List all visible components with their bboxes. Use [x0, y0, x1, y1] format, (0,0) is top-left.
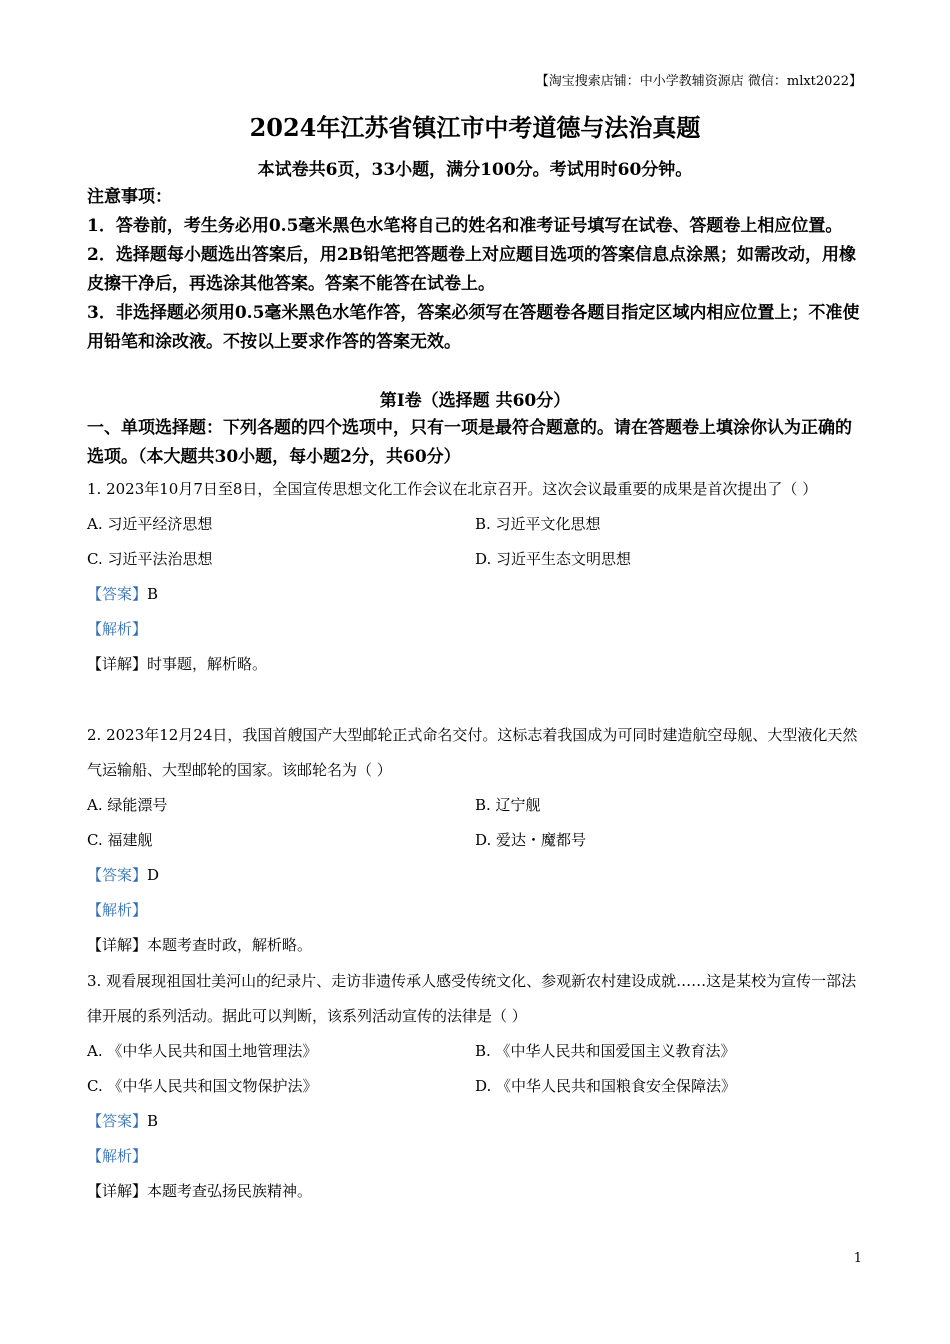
note-item-2: 2．选择题每小题选出答案后，用2B铅笔把答题卷上对应题目选项的答案信息点涂黑；如需改动，用橡皮擦干净后，再选涂其他答案。答案不能答在试卷上。	[87, 245, 857, 294]
notes-heading: 注意事项：	[87, 187, 172, 207]
detail-text: 本题考查时政，解析略。	[147, 936, 313, 954]
section-instructions: 一、单项选择题：下列各题的四个选项中，只有一项是最符合题意的。请在答题卷上填涂你认为正确的选项。（本大题共30小题，每小题2分，共60分）	[87, 418, 852, 467]
detail-label: 【详解】	[87, 655, 148, 673]
question-2	[87, 718, 865, 963]
page-title: 2024年江苏省镇江市中考道德与法治真题	[249, 113, 701, 142]
detail-line	[87, 647, 865, 682]
option-d: D. 爱达・魔都号	[475, 831, 587, 849]
page-number: 1	[853, 1251, 862, 1266]
option-a: A. 《中华人民共和国土地管理法》	[87, 1042, 318, 1060]
option-c: C. 习近平法治思想	[87, 550, 213, 568]
answer-line	[87, 858, 865, 893]
option-d: D. 习近平生态文明思想	[475, 550, 632, 568]
analysis-label: 【解析】	[87, 901, 148, 919]
analysis-label: 【解析】	[87, 1147, 148, 1165]
question-1	[87, 472, 865, 682]
analysis-line	[87, 893, 865, 928]
option-c: C. 《中华人民共和国文物保护法》	[87, 1077, 318, 1095]
answer-value: D	[147, 866, 160, 884]
question-stem: 3. 观看展现祖国壮美河山的纪录片、走访非遗传承人感受传统文化、参观新农村建设成就……这是某校为宣传一部法律开展的系列活动。据此可以判断，该系列活动宣传的法律是（ ）	[87, 972, 857, 1025]
detail-line	[87, 928, 865, 963]
answer-line	[87, 577, 865, 612]
analysis-label: 【解析】	[87, 620, 148, 638]
option-d: D. 《中华人民共和国粮食安全保障法》	[475, 1077, 737, 1095]
answer-value: B	[147, 585, 159, 603]
question-stem: 1. 2023年10月7日至8日，全国宣传思想文化工作会议在北京召开。这次会议最重要的成果是首次提出了（ ）	[87, 480, 818, 498]
detail-label: 【详解】	[87, 936, 148, 954]
question-options	[87, 788, 865, 858]
option-b: B. 习近平文化思想	[475, 515, 601, 533]
answer-label: 【答案】	[87, 585, 148, 603]
part-title: 第Ⅰ卷（选择题 共60分）	[379, 391, 571, 411]
answer-value: B	[147, 1112, 159, 1130]
option-b: B. 辽宁舰	[475, 796, 541, 814]
question-3	[87, 964, 865, 1209]
question-stem: 2. 2023年12月24日，我国首艘国产大型邮轮正式命名交付。这标志着我国成为可同时建造航空母舰、大型液化天然气运输船、大型邮轮的国家。该邮轮名为（ ）	[87, 726, 858, 779]
exam-notes	[87, 183, 863, 357]
analysis-line	[87, 1139, 865, 1174]
question-options	[87, 1034, 865, 1104]
answer-label: 【答案】	[87, 866, 148, 884]
option-a: A. 习近平经济思想	[87, 515, 213, 533]
detail-text: 本题考查弘扬民族精神。	[147, 1182, 313, 1200]
question-options	[87, 507, 865, 577]
detail-line	[87, 1174, 865, 1209]
analysis-line	[87, 612, 865, 647]
answer-label: 【答案】	[87, 1112, 148, 1130]
note-item-3: 3．非选择题必须用0.5毫米黑色水笔作答，答案必须写在答题卷各题目指定区域内相应位置上；不准使用铅笔和涂改液。不按以上要求作答的答案无效。	[87, 303, 860, 352]
exam-subtitle: 本试卷共6页，33小题，满分100分。考试用时60分钟。	[257, 160, 693, 180]
header-note: 【淘宝搜索店铺：中小学教辅资源店 微信：mlxt2022】	[535, 74, 862, 89]
option-a: A. 绿能漂号	[87, 796, 168, 814]
detail-label: 【详解】	[87, 1182, 148, 1200]
detail-text: 时事题，解析略。	[147, 655, 268, 673]
answer-line	[87, 1104, 865, 1139]
option-b: B. 《中华人民共和国爱国主义教育法》	[475, 1042, 736, 1060]
note-item-1: 1．答卷前，考生务必用0.5毫米黑色水笔将自己的姓名和准考证号填写在试卷、答题卷上相应位置。	[87, 216, 843, 236]
option-c: C. 福建舰	[87, 831, 153, 849]
